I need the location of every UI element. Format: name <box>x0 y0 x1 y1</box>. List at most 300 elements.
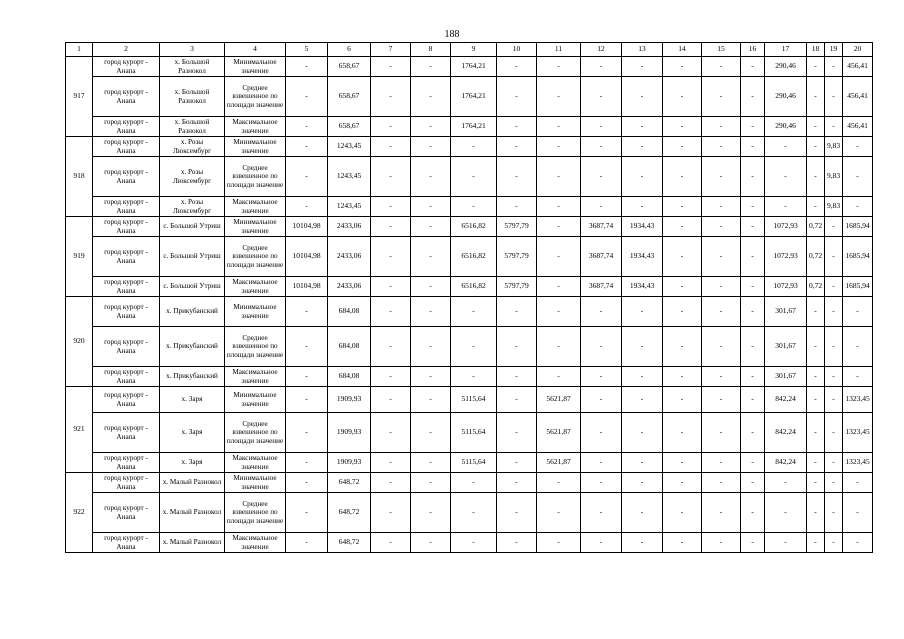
table-cell: город курорт - Анапа <box>93 117 160 137</box>
table-cell: - <box>663 413 702 453</box>
table-cell: - <box>581 157 622 197</box>
table-cell: - <box>286 387 328 413</box>
table-row <box>66 297 873 327</box>
table-cell: - <box>622 77 663 117</box>
table-cell: 684,08 <box>328 327 371 367</box>
table-cell: - <box>286 493 328 533</box>
table-cell: - <box>663 157 702 197</box>
table-cell: - <box>663 387 702 413</box>
table-cell: город курорт - Анапа <box>93 473 160 493</box>
column-number-cell: 14 <box>663 43 702 57</box>
table-cell: - <box>741 117 765 137</box>
table-cell: - <box>286 367 328 387</box>
table-cell: - <box>411 297 451 327</box>
table-cell: город курорт - Анапа <box>93 57 160 77</box>
column-number-cell: 20 <box>843 43 873 57</box>
table-cell: - <box>807 327 825 367</box>
table-cell: Среднее взвешенное по площади значение <box>225 327 286 367</box>
table-cell: - <box>411 387 451 413</box>
table-cell: - <box>663 327 702 367</box>
table-cell: - <box>451 473 497 493</box>
table-cell: - <box>702 277 741 297</box>
table-cell: - <box>663 533 702 553</box>
table-cell: - <box>741 453 765 473</box>
table-cell: 9,83 <box>825 157 843 197</box>
table-cell: Среднее взвешенное по площади значение <box>225 413 286 453</box>
column-number-cell: 7 <box>371 43 411 57</box>
column-number-cell: 4 <box>225 43 286 57</box>
table-cell: город курорт - Анапа <box>93 387 160 413</box>
table-row <box>66 277 873 297</box>
table-cell: х. Малый Разнокол <box>160 473 225 493</box>
table-cell: 1934,43 <box>622 277 663 297</box>
table-cell: - <box>371 387 411 413</box>
column-number-cell: 13 <box>622 43 663 57</box>
table-cell: - <box>286 297 328 327</box>
table-cell: - <box>451 197 497 217</box>
table-cell: город курорт - Анапа <box>93 493 160 533</box>
table-cell: - <box>741 327 765 367</box>
table-cell: 684,08 <box>328 297 371 327</box>
column-number-cell: 9 <box>451 43 497 57</box>
table-cell: 3687,74 <box>581 277 622 297</box>
table-cell: 658,67 <box>328 77 371 117</box>
table-row <box>66 117 873 137</box>
row-group-number: 918 <box>66 137 93 217</box>
table-cell: - <box>371 413 411 453</box>
table-cell: 842,24 <box>765 453 807 473</box>
table-cell: - <box>663 57 702 77</box>
table-row <box>66 197 873 217</box>
table-cell: 301,67 <box>765 297 807 327</box>
table-cell: 1909,93 <box>328 413 371 453</box>
table-cell: - <box>411 137 451 157</box>
table-cell: - <box>537 197 581 217</box>
table-cell: - <box>371 157 411 197</box>
table-cell: город курорт - Анапа <box>93 367 160 387</box>
table-cell: - <box>411 217 451 237</box>
table-cell: - <box>663 137 702 157</box>
table-cell: - <box>371 57 411 77</box>
table-cell: - <box>702 453 741 473</box>
table-cell: - <box>451 157 497 197</box>
table-cell: - <box>702 387 741 413</box>
table-cell: - <box>581 297 622 327</box>
table-cell: - <box>411 473 451 493</box>
page-number: 188 <box>444 29 460 40</box>
table-cell: - <box>825 57 843 77</box>
table-cell: - <box>843 137 873 157</box>
table-cell: - <box>825 297 843 327</box>
table-cell: - <box>622 297 663 327</box>
table-cell: х. Розы Люксембург <box>160 197 225 217</box>
table-cell: - <box>286 77 328 117</box>
table-cell: - <box>537 77 581 117</box>
table-cell: - <box>537 277 581 297</box>
row-group-number: 922 <box>66 473 93 553</box>
table-cell: - <box>537 327 581 367</box>
table-cell: - <box>741 297 765 327</box>
table-cell: - <box>497 197 537 217</box>
table-cell: 10104,98 <box>286 277 328 297</box>
column-number-cell: 6 <box>328 43 371 57</box>
table-cell: 648,72 <box>328 493 371 533</box>
table-row <box>66 237 873 277</box>
table-cell: - <box>371 217 411 237</box>
table-cell: - <box>537 533 581 553</box>
table-cell: 684,08 <box>328 367 371 387</box>
table-cell: - <box>286 533 328 553</box>
table-cell: - <box>371 297 411 327</box>
column-number-cell: 8 <box>411 43 451 57</box>
table-cell: - <box>825 453 843 473</box>
table-cell: - <box>825 493 843 533</box>
table-cell: Среднее взвешенное по площади значение <box>225 493 286 533</box>
table-cell: Максимальное значение <box>225 367 286 387</box>
table-cell: х. Заря <box>160 413 225 453</box>
table-cell: - <box>807 367 825 387</box>
table-cell: 1764,21 <box>451 117 497 137</box>
table-cell: 1685,94 <box>843 237 873 277</box>
table-cell: - <box>286 413 328 453</box>
table-cell: город курорт - Анапа <box>93 453 160 473</box>
table-cell: - <box>741 57 765 77</box>
table-cell: 1243,45 <box>328 157 371 197</box>
table-cell: 0,72 <box>807 237 825 277</box>
table-cell: 5621,87 <box>537 387 581 413</box>
table-cell: Минимальное значение <box>225 297 286 327</box>
table-cell: - <box>663 297 702 327</box>
table-cell: - <box>286 327 328 367</box>
table-cell: - <box>825 533 843 553</box>
table-cell: - <box>371 493 411 533</box>
table-cell: 0,72 <box>807 217 825 237</box>
table-cell: Максимальное значение <box>225 117 286 137</box>
table-cell: - <box>622 387 663 413</box>
table-cell: - <box>843 157 873 197</box>
table-cell: Среднее взвешенное по площади значение <box>225 237 286 277</box>
table-cell: - <box>825 277 843 297</box>
table-cell: - <box>411 367 451 387</box>
table-cell: город курорт - Анапа <box>93 157 160 197</box>
row-group-number: 919 <box>66 217 93 297</box>
table-cell: 5621,87 <box>537 453 581 473</box>
table-cell: 290,46 <box>765 117 807 137</box>
table-row <box>66 453 873 473</box>
table-cell: х. Заря <box>160 387 225 413</box>
table-cell: 1323,45 <box>843 387 873 413</box>
column-number-cell: 19 <box>825 43 843 57</box>
table-cell: х. Прикубанский <box>160 327 225 367</box>
table-cell: - <box>622 197 663 217</box>
table-cell: - <box>497 327 537 367</box>
table-cell: - <box>825 77 843 117</box>
table-cell: 1934,43 <box>622 237 663 277</box>
table-cell: - <box>537 297 581 327</box>
table-row <box>66 413 873 453</box>
table-cell: - <box>411 77 451 117</box>
table-cell: - <box>843 533 873 553</box>
table-cell: 301,67 <box>765 327 807 367</box>
table-row <box>66 217 873 237</box>
table-cell: - <box>622 413 663 453</box>
table-cell: - <box>843 297 873 327</box>
table-cell: - <box>371 117 411 137</box>
table-cell: - <box>843 327 873 367</box>
table-cell: 842,24 <box>765 413 807 453</box>
table-cell: Максимальное значение <box>225 197 286 217</box>
table-cell: - <box>411 157 451 197</box>
table-cell: 9,83 <box>825 137 843 157</box>
table-cell: - <box>702 57 741 77</box>
table-cell: город курорт - Анапа <box>93 413 160 453</box>
table-cell: - <box>411 453 451 473</box>
table-cell: 5115,64 <box>451 413 497 453</box>
table-cell: - <box>581 453 622 473</box>
table-cell: 5797,79 <box>497 237 537 277</box>
table-cell: 1685,94 <box>843 277 873 297</box>
table-cell: - <box>581 473 622 493</box>
table-cell: 9,83 <box>825 197 843 217</box>
table-cell: - <box>702 77 741 117</box>
table-cell: - <box>807 413 825 453</box>
table-cell: - <box>807 297 825 327</box>
table-cell: - <box>663 473 702 493</box>
table-cell: х. Прикубанский <box>160 367 225 387</box>
table-cell: - <box>497 453 537 473</box>
table-cell: - <box>451 533 497 553</box>
table-cell: 3687,74 <box>581 237 622 277</box>
table-cell: 1323,45 <box>843 453 873 473</box>
table-cell: - <box>497 473 537 493</box>
table-cell: - <box>622 117 663 137</box>
table-cell: - <box>537 237 581 277</box>
table-cell: Минимальное значение <box>225 473 286 493</box>
table-cell: - <box>622 473 663 493</box>
table-row <box>66 327 873 367</box>
table-cell: - <box>581 77 622 117</box>
table-cell: х. Большой Разнокол <box>160 117 225 137</box>
table-cell: - <box>807 117 825 137</box>
table-cell: - <box>825 327 843 367</box>
table-cell: Минимальное значение <box>225 137 286 157</box>
table-cell: - <box>765 157 807 197</box>
table-cell: - <box>497 157 537 197</box>
table-cell: 1685,94 <box>843 217 873 237</box>
table-cell: 1243,45 <box>328 197 371 217</box>
table-cell: - <box>741 413 765 453</box>
table-cell: - <box>741 197 765 217</box>
table-cell: - <box>765 197 807 217</box>
table-row <box>66 157 873 197</box>
table-cell: - <box>702 217 741 237</box>
table-cell: город курорт - Анапа <box>93 137 160 157</box>
column-number-cell: 15 <box>702 43 741 57</box>
table-cell: город курорт - Анапа <box>93 197 160 217</box>
column-number-cell: 10 <box>497 43 537 57</box>
table-cell: х. Малый Разнокол <box>160 533 225 553</box>
table-cell: с. Большой Утриш <box>160 217 225 237</box>
table-cell: 842,24 <box>765 387 807 413</box>
table-cell: - <box>663 117 702 137</box>
table-cell: 1072,93 <box>765 237 807 277</box>
table-cell: - <box>371 77 411 117</box>
table-cell: - <box>371 197 411 217</box>
table-cell: - <box>581 137 622 157</box>
table-cell: - <box>741 137 765 157</box>
table-cell: - <box>581 327 622 367</box>
table-cell: - <box>497 137 537 157</box>
table-cell: 1909,93 <box>328 387 371 413</box>
table-cell: город курорт - Анапа <box>93 277 160 297</box>
table-cell: - <box>371 277 411 297</box>
table-cell: - <box>807 473 825 493</box>
table-row <box>66 77 873 117</box>
table-cell: - <box>663 277 702 297</box>
table-cell: 1323,45 <box>843 413 873 453</box>
row-group-number: 917 <box>66 57 93 137</box>
table-cell: - <box>663 77 702 117</box>
table-cell: - <box>537 473 581 493</box>
table-cell: - <box>825 237 843 277</box>
table-cell: - <box>286 57 328 77</box>
table-cell: Минимальное значение <box>225 217 286 237</box>
table-cell: - <box>497 533 537 553</box>
table-cell: 290,46 <box>765 57 807 77</box>
table-cell: - <box>825 117 843 137</box>
table-cell: 1909,93 <box>328 453 371 473</box>
table-cell: город курорт - Анапа <box>93 533 160 553</box>
table-cell: 2433,06 <box>328 237 371 277</box>
table-cell: - <box>411 533 451 553</box>
table-cell: - <box>451 297 497 327</box>
column-number-cell: 11 <box>537 43 581 57</box>
table-cell: - <box>702 197 741 217</box>
table-cell: - <box>663 217 702 237</box>
table-cell: - <box>622 327 663 367</box>
table-cell: - <box>537 217 581 237</box>
table-cell: - <box>497 367 537 387</box>
column-number-cell: 17 <box>765 43 807 57</box>
table-cell: - <box>765 473 807 493</box>
table-cell: - <box>702 237 741 277</box>
table-cell: город курорт - Анапа <box>93 217 160 237</box>
table-cell: 6516,82 <box>451 277 497 297</box>
table-cell: - <box>581 367 622 387</box>
table-cell: 301,67 <box>765 367 807 387</box>
table-cell: - <box>843 197 873 217</box>
table-cell: - <box>741 157 765 197</box>
table-cell: х. Большой Разнокол <box>160 57 225 77</box>
table-cell: - <box>663 493 702 533</box>
table-cell: - <box>286 453 328 473</box>
table-row <box>66 57 873 77</box>
table-cell: Минимальное значение <box>225 57 286 77</box>
table-cell: - <box>741 217 765 237</box>
table-cell: - <box>843 493 873 533</box>
table-cell: - <box>663 197 702 217</box>
table-cell: - <box>702 157 741 197</box>
table-cell: - <box>741 237 765 277</box>
table-row <box>66 533 873 553</box>
table-cell: - <box>622 453 663 473</box>
table-cell: город курорт - Анапа <box>93 237 160 277</box>
table-cell: - <box>702 367 741 387</box>
table-cell: - <box>622 57 663 77</box>
table-cell: - <box>702 137 741 157</box>
table-cell: Минимальное значение <box>225 387 286 413</box>
table-cell: - <box>741 473 765 493</box>
table-cell: 1072,93 <box>765 277 807 297</box>
table-cell: - <box>807 387 825 413</box>
table-cell: 5115,64 <box>451 453 497 473</box>
table-cell: - <box>765 493 807 533</box>
table-cell: Максимальное значение <box>225 533 286 553</box>
table-cell: х. Малый Разнокол <box>160 493 225 533</box>
table-cell: - <box>622 533 663 553</box>
table-cell: - <box>825 387 843 413</box>
table-cell: - <box>451 367 497 387</box>
table-cell: - <box>286 197 328 217</box>
table-cell: 6516,82 <box>451 217 497 237</box>
row-group-number: 921 <box>66 387 93 473</box>
table-cell: - <box>286 117 328 137</box>
table-cell: 658,67 <box>328 117 371 137</box>
table-cell: - <box>537 367 581 387</box>
table-cell: - <box>371 453 411 473</box>
table-cell: - <box>497 57 537 77</box>
table-row <box>66 137 873 157</box>
table-cell: - <box>807 533 825 553</box>
table-cell: - <box>825 367 843 387</box>
table-cell: 456,41 <box>843 77 873 117</box>
table-cell: - <box>371 137 411 157</box>
table-cell: 3687,74 <box>581 217 622 237</box>
table-cell: - <box>741 493 765 533</box>
table-cell: х. Большой Разнокол <box>160 77 225 117</box>
table-cell: - <box>807 493 825 533</box>
table-cell: - <box>663 367 702 387</box>
table-cell: 2433,06 <box>328 277 371 297</box>
column-number-cell: 3 <box>160 43 225 57</box>
table-cell: 0,72 <box>807 277 825 297</box>
table-cell: 290,46 <box>765 77 807 117</box>
table-cell: - <box>581 533 622 553</box>
table-cell: - <box>411 277 451 297</box>
table-cell: 5797,79 <box>497 217 537 237</box>
table-cell: - <box>497 117 537 137</box>
table-cell: - <box>807 157 825 197</box>
table-cell: 648,72 <box>328 533 371 553</box>
table-cell: - <box>371 473 411 493</box>
table-cell: с. Большой Утриш <box>160 237 225 277</box>
column-number-cell: 1 <box>66 43 93 57</box>
table-cell: 1243,45 <box>328 137 371 157</box>
table-cell: - <box>581 57 622 77</box>
table-cell: 456,41 <box>843 57 873 77</box>
table-cell: - <box>411 413 451 453</box>
table-cell: - <box>622 157 663 197</box>
table-cell: - <box>663 237 702 277</box>
row-group-number: 920 <box>66 297 93 387</box>
table-cell: 648,72 <box>328 473 371 493</box>
table-cell: Максимальное значение <box>225 453 286 473</box>
table-cell: - <box>411 327 451 367</box>
column-number-cell: 18 <box>807 43 825 57</box>
table-cell: - <box>497 77 537 117</box>
table-cell: город курорт - Анапа <box>93 327 160 367</box>
table-cell: - <box>411 117 451 137</box>
